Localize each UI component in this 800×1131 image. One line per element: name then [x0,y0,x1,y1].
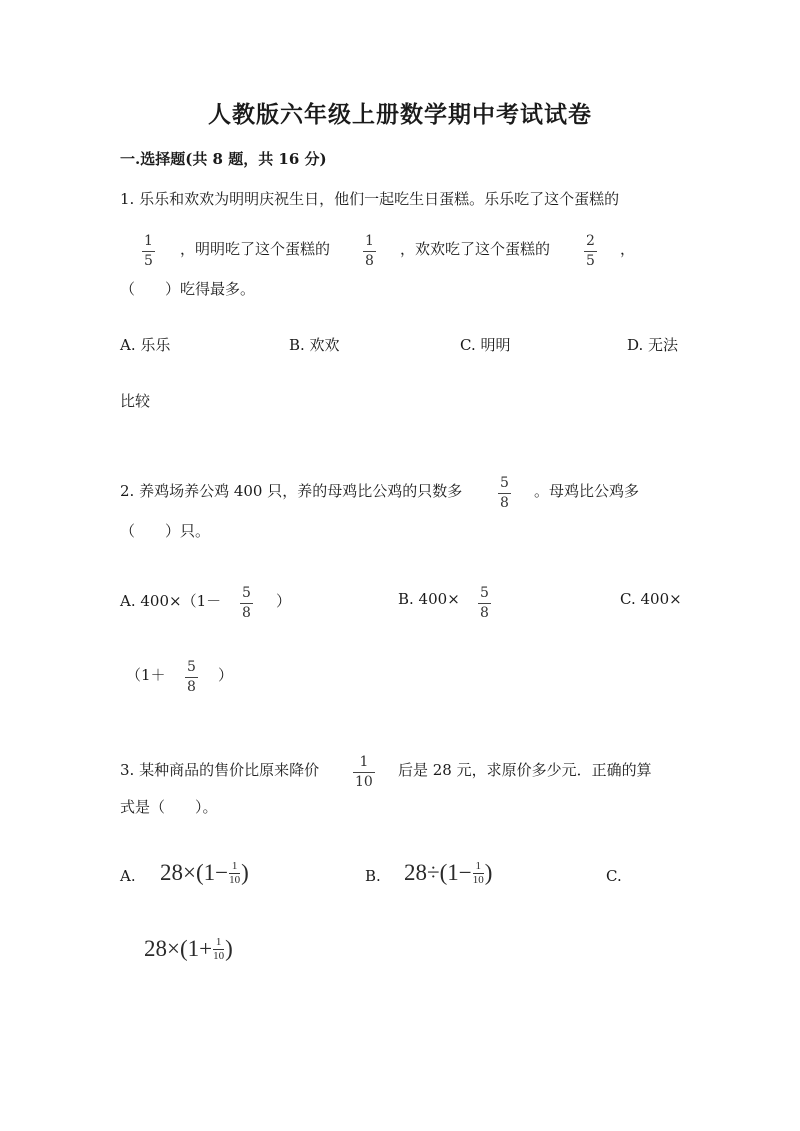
denominator: 10 [229,873,241,886]
question-1-text-b: ，欢欢吃了这个蛋糕的 [400,240,551,258]
q2-option-b[interactable]: B. 400× [398,590,460,608]
question-1-text-a: ，明明吃了这个蛋糕的 [180,240,331,258]
q2-option-c-wrap: （1＋ [126,666,166,684]
denominator: 8 [480,605,489,621]
denominator: 8 [187,679,196,695]
numerator: 1 [144,233,153,249]
q1-option-c[interactable]: C. 明明 [460,336,511,354]
numerator: 5 [480,585,489,601]
q3-option-c-label[interactable]: C. [606,867,622,885]
numerator: 1 [215,935,222,948]
numerator: 2 [586,233,595,249]
fraction-5-8 [240,586,253,621]
denominator: 8 [500,495,509,511]
formula-text: 28×(1+ [144,936,213,961]
fraction-5-8 [185,660,198,695]
fraction-bar [498,493,511,494]
formula-close: ) [225,936,233,961]
q2-option-a[interactable]: A. 400×（1－ [120,592,222,610]
fraction-1-10 [353,755,375,790]
fraction-bar [478,603,491,604]
denominator: 5 [144,253,153,269]
question-1-text-c: ， [620,240,636,258]
q3-option-a-label[interactable]: A. [120,867,136,885]
numerator: 5 [187,659,196,675]
q1-option-b[interactable]: B. 欢欢 [289,336,340,354]
q3-option-a-formula[interactable] [160,860,249,886]
denominator: 5 [586,253,595,269]
question-1-blank-line: （ ）吃得最多。 [120,280,256,298]
fraction-1-5 [142,234,155,269]
denominator: 10 [355,774,373,790]
numerator: 1 [475,859,482,872]
numerator: 5 [242,585,251,601]
question-2-text: 2. 养鸡场养公鸡 400 只，养的母鸡比公鸡的只数多 [120,482,463,500]
fraction-bar [363,251,376,252]
fraction-1-8 [363,234,376,269]
fraction-5-8 [498,476,511,511]
question-3-text-end: 后是 28 元，求原价多少元．正确的算 [398,761,652,779]
denominator: 10 [472,873,484,886]
denominator: 8 [242,605,251,621]
page-title: 人教版六年级上册数学期中考试试卷 [208,101,592,128]
question-3-blank-line: 式是（ ）。 [120,798,218,816]
denominator: 10 [213,949,225,962]
q2-option-c-close: ） [218,666,234,684]
numerator: 1 [359,754,369,770]
section-heading: 一.选择题(共 8 题，共 16 分) [120,150,327,168]
question-2-text-end: 。母鸡比公鸡多 [534,482,640,500]
denominator: 8 [365,253,374,269]
numerator: 5 [500,475,509,491]
question-2-blank-line: （ ）只。 [120,522,211,540]
fraction-1-10 [213,937,224,962]
q3-option-b-formula[interactable] [404,860,492,886]
question-1-text: 1. 乐乐和欢欢为明明庆祝生日，他们一起吃生日蛋糕。乐乐吃了这个蛋糕的 [120,190,620,208]
q1-option-d-wrap: 比较 [120,392,151,410]
fraction-bar [240,603,253,604]
q2-option-a-close: ） [276,592,292,610]
q1-option-d[interactable]: D. 无法 [627,336,679,354]
formula-close: ) [241,860,249,885]
fraction-1-10 [229,861,240,886]
fraction-5-8 [478,586,491,621]
question-3-text: 3. 某种商品的售价比原来降价 [120,761,320,779]
fraction-bar [584,251,597,252]
q3-option-b-label[interactable]: B. [365,867,381,885]
fraction-2-5 [584,234,597,269]
fraction-bar [185,677,198,678]
fraction-1-10 [473,861,484,886]
fraction-bar [142,251,155,252]
q3-option-c-formula[interactable] [144,936,233,962]
numerator: 1 [231,859,238,872]
q1-option-a[interactable]: A. 乐乐 [120,336,171,354]
numerator: 1 [365,233,374,249]
formula-text: 28÷(1− [404,860,472,885]
fraction-bar [353,772,375,773]
formula-text: 28×(1− [160,860,229,885]
formula-close: ) [484,860,493,885]
q2-option-c[interactable]: C. 400× [620,590,682,608]
